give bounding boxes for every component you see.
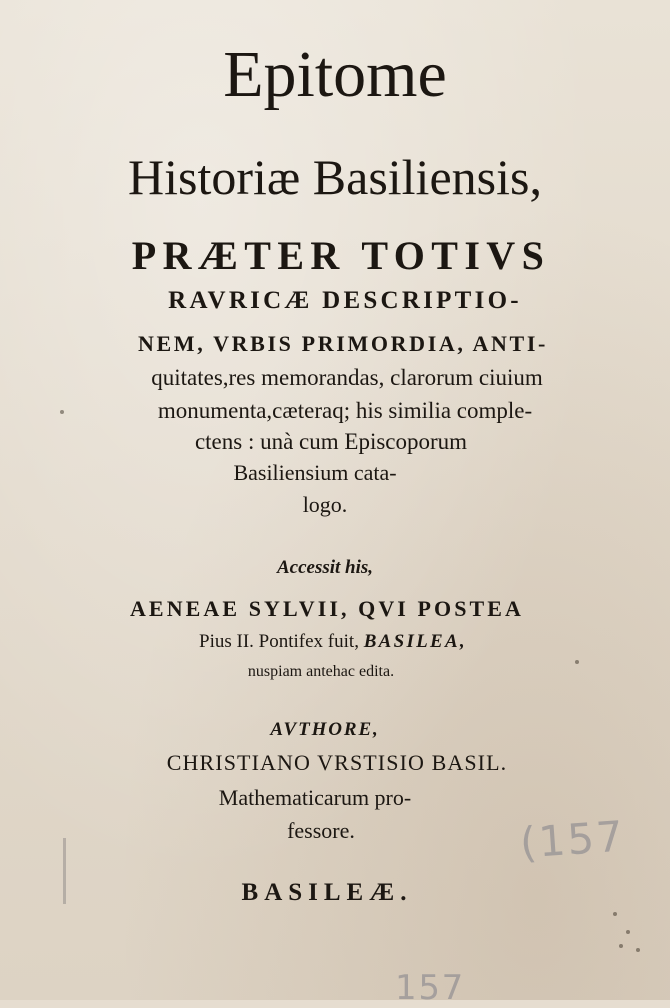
text-mathematicarum: Mathematicarum pro- <box>218 785 412 810</box>
text-logo: logo. <box>302 492 348 517</box>
text-professore: fessore. <box>287 818 355 843</box>
text-pius <box>0 632 668 651</box>
text-ctens: ctens : unà cum Episcoporum <box>194 429 468 454</box>
text-basiliensium: Basiliensium cata- <box>233 460 397 485</box>
title-epitome: Epitome <box>223 38 447 111</box>
text-basilea: BASILEA, <box>363 631 467 652</box>
pencil-annotation-bottom: 157 <box>395 968 465 1008</box>
text-monumenta: monumenta,cæteraq; his similia comple- <box>157 398 533 423</box>
text-aeneae: AENEAE SYLVII, QVI POSTEA <box>129 596 525 621</box>
text-authore: AVTHORE, <box>270 719 380 740</box>
paper-stain-mark <box>63 838 66 904</box>
subtitle-nem: NEM, VRBIS PRIMORDIA, ANTI- <box>137 331 549 356</box>
text-christiano: CHRISTIANO VRSTISIO BASIL. <box>166 750 508 775</box>
subtitle-rauricae: RAVRICÆ DESCRIPTIO- <box>168 287 522 314</box>
text-nuspiam: nuspiam antehac edita. <box>247 663 395 680</box>
title-historiae: Historiæ Basiliensis, <box>128 149 542 205</box>
subtitle-praeter: PRÆTER TOTIVS <box>131 233 551 278</box>
imprint-basileae: BASILEÆ. <box>241 879 413 906</box>
text-pius-a: Pius II. Pontifex fuit, <box>199 631 359 652</box>
text-accessit: Accessit his, <box>276 557 374 578</box>
text-quitates: quitates,res memorandas, clarorum ciuium <box>151 365 543 390</box>
pencil-annotation-right: (157 <box>518 811 627 868</box>
